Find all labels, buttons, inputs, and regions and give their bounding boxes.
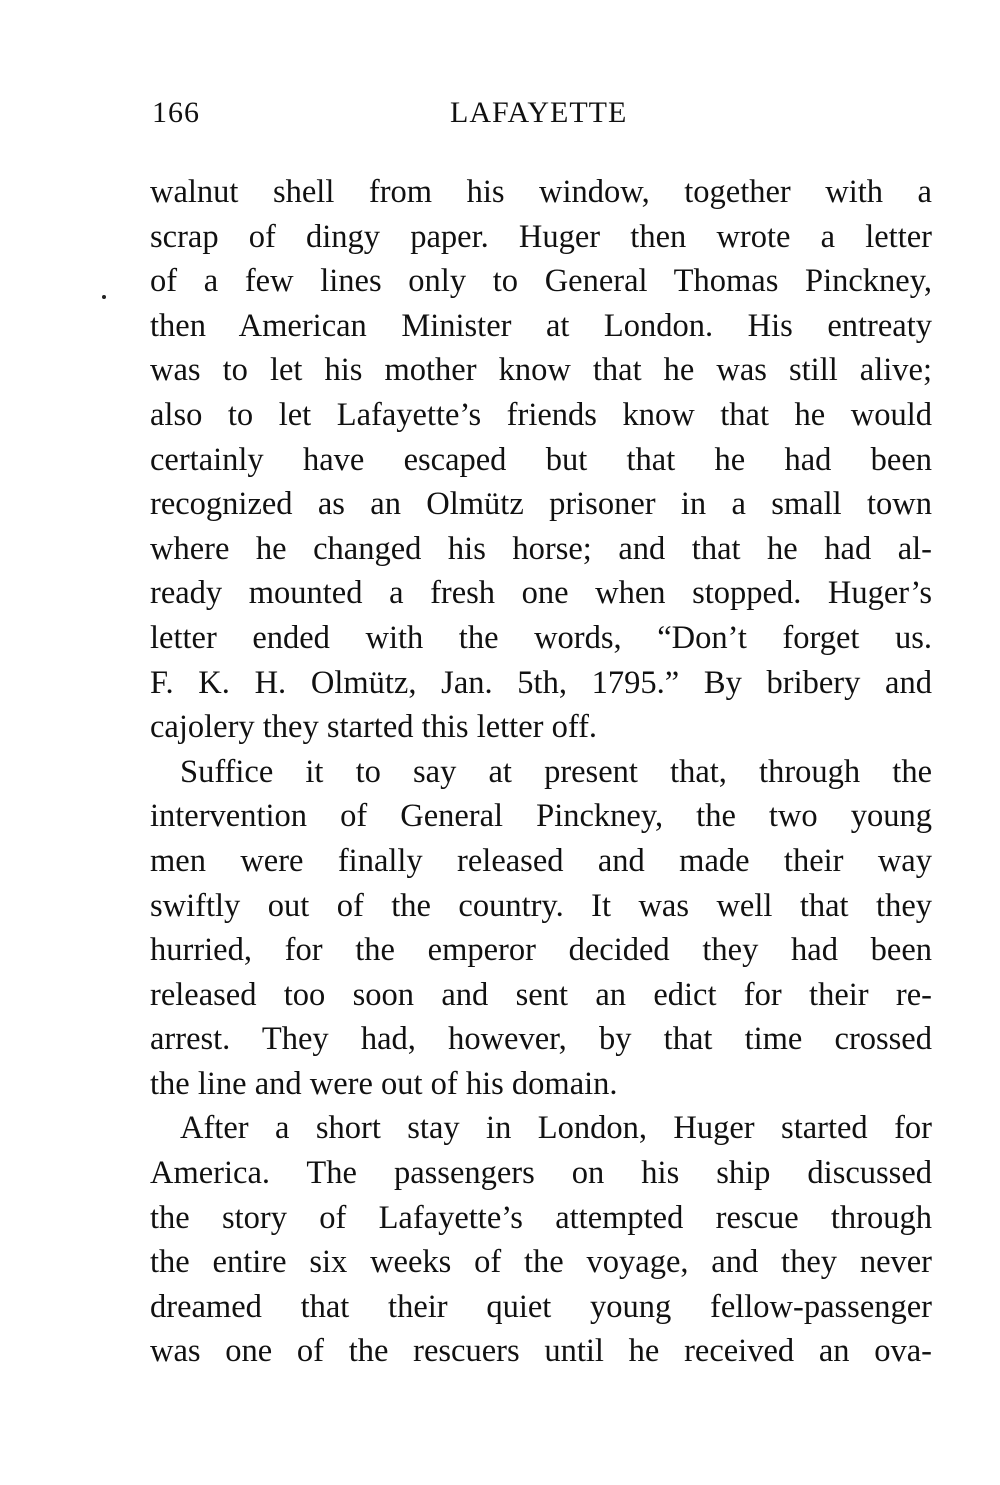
paragraph-3 [150,1106,932,1374]
text-line: America. The passengers on his ship discussed [150,1155,932,1192]
body-text [150,170,932,1374]
text-line: also to let Lafayette’s friends know that he would [150,396,932,433]
text-line: then American Minister at London. His entreaty [150,307,932,344]
page-number: 166 [152,96,200,129]
text-line: hurried, for the emperor decided they had been [150,932,932,969]
text-line: the story of Lafayette’s attempted rescue through [150,1199,932,1236]
text-line: recognized as an Olmütz prisoner in a small town [150,486,932,523]
text-line: was one of the rescuers until he received an ova- [150,1333,932,1370]
text-line: of a few lines only to General Thomas Pinckney, [150,263,932,300]
text-line: certainly have escaped but that he had been [150,441,932,478]
text-line: released too soon and sent an edict for their re- [150,976,932,1013]
text-line: was to let his mother know that he was still alive; [150,352,932,389]
running-head: LAFAYETTE [450,96,628,129]
text-line: walnut shell from his window, together with a [150,174,932,210]
page-header [152,96,932,136]
text-line: the entire six weeks of the voyage, and they never [150,1244,932,1281]
text-line: ready mounted a fresh one when stopped. Huger’s [150,575,932,612]
text-line: men were finally released and made their way [150,842,932,879]
text-line: scrap of dingy paper. Huger then wrote a letter [150,218,932,255]
text-line: dreamed that their quiet young fellow-passenger [150,1288,932,1325]
text-line: cajolery they started this letter off. [150,709,598,746]
paragraph-2 [150,750,932,1107]
text-line: where he changed his horse; and that he had al- [150,530,932,567]
text-line: F. K. H. Olmütz, Jan. 5th, 1795.” By bribery and [150,664,932,701]
text-line: Suffice it to say at present that, through the [180,753,932,790]
text-line: swiftly out of the country. It was well that they [150,887,932,924]
text-line: intervention of General Pinckney, the two young [150,798,932,835]
text-line: arrest. They had, however, by that time crossed [150,1021,932,1058]
text-line: letter ended with the words, “Don’t forget us. [150,619,932,656]
stray-ink-dot [102,295,106,299]
text-line: After a short stay in London, Huger started for [180,1110,932,1147]
paragraph-1 [150,170,932,750]
text-line: the line and were out of his domain. [150,1065,618,1102]
